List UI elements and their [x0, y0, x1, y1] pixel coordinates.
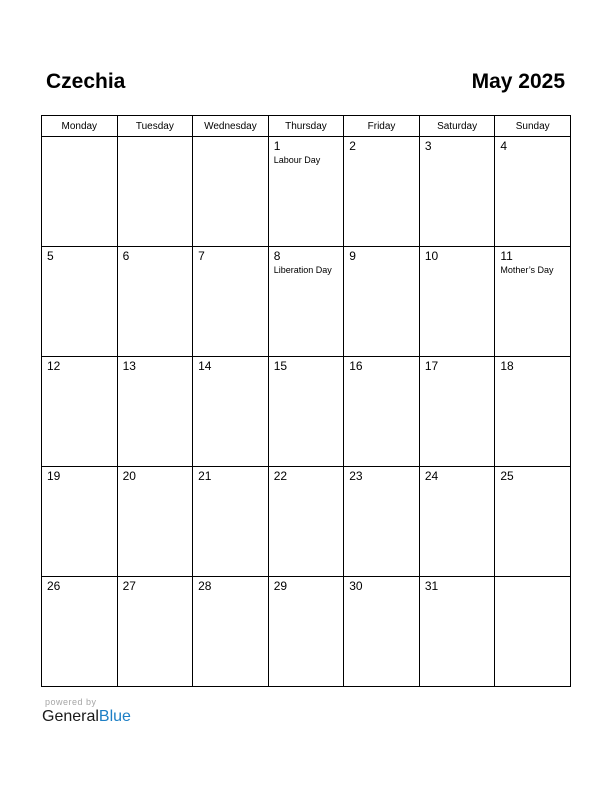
day-number: 16: [349, 359, 363, 373]
day-number: 6: [122, 249, 130, 263]
holiday-label: [344, 483, 419, 484]
holiday-label: [118, 593, 193, 594]
day-cell: [42, 137, 118, 247]
day-cell: [419, 247, 495, 357]
day-number: 25: [500, 469, 514, 483]
day-number: 9: [349, 249, 356, 263]
day-cell: [419, 137, 495, 247]
holiday-label: [193, 263, 268, 264]
day-cell: [344, 357, 420, 467]
day-cell: [419, 577, 495, 687]
holiday-label: [193, 593, 268, 594]
holiday-label: [42, 140, 117, 141]
weekday-header: Monday: [42, 116, 118, 137]
day-cell: [268, 467, 344, 577]
day-number: 30: [349, 579, 363, 593]
day-number: 22: [273, 469, 288, 483]
day-number: 10: [424, 249, 439, 263]
holiday-label: [495, 483, 570, 484]
day-cell: [344, 247, 420, 357]
day-number: 18: [500, 359, 514, 373]
weekday-header-row: [42, 116, 571, 137]
day-number: 1: [273, 139, 281, 153]
day-number: 4: [500, 139, 508, 153]
weekday-header: Friday: [344, 116, 420, 137]
powered-by-text: powered by: [45, 697, 97, 707]
day-cell: [495, 467, 571, 577]
weekday-header: Saturday: [419, 116, 495, 137]
day-number: 19: [47, 469, 61, 483]
day-cell: [344, 467, 420, 577]
calendar-grid: [41, 115, 571, 687]
holiday-label: [420, 593, 495, 594]
day-number: 23: [349, 469, 363, 483]
holiday-label: [495, 153, 570, 154]
weekday-header: Tuesday: [117, 116, 193, 137]
day-number: 3: [424, 139, 432, 153]
holiday-label: [42, 263, 117, 264]
holiday-label: [193, 140, 268, 141]
holiday-label: [420, 263, 495, 264]
holiday-label: Mother’s Day: [500, 265, 554, 275]
day-cell: [344, 577, 420, 687]
holiday-label: [118, 373, 193, 374]
weekday-header: Wednesday: [193, 116, 269, 137]
day-number: 7: [198, 249, 205, 263]
holiday-label: [495, 373, 570, 374]
day-cell: [117, 467, 193, 577]
week-row: [42, 577, 571, 687]
day-cell: [419, 357, 495, 467]
day-cell: [495, 247, 571, 357]
day-cell: [419, 467, 495, 577]
day-cell: [268, 137, 344, 247]
weekday-header: Thursday: [268, 116, 344, 137]
day-number: 17: [424, 359, 439, 373]
day-cell: [268, 357, 344, 467]
holiday-label: Liberation Day: [273, 265, 332, 275]
day-cell: [117, 247, 193, 357]
day-cell: [117, 357, 193, 467]
day-cell: [193, 467, 269, 577]
day-number: 5: [47, 249, 54, 263]
day-number: 12: [47, 359, 61, 373]
holiday-label: [118, 263, 193, 264]
day-cell: [495, 577, 571, 687]
day-number: 20: [122, 469, 136, 483]
month-year-title: May 2025: [471, 70, 565, 93]
holiday-label: [420, 483, 495, 484]
day-cell: [42, 247, 118, 357]
day-number: 11: [500, 249, 513, 263]
day-cell: [344, 137, 420, 247]
holiday-label: [344, 373, 419, 374]
holiday-label: [42, 373, 117, 374]
holiday-label: [344, 593, 419, 594]
holiday-label: [269, 373, 344, 374]
day-cell: [268, 577, 344, 687]
day-number: 15: [273, 359, 288, 373]
holiday-label: [420, 373, 495, 374]
holiday-label: [420, 153, 495, 154]
holiday-label: [42, 483, 117, 484]
holiday-label: [118, 140, 193, 141]
brand-general-text: General: [42, 708, 99, 725]
week-row: [42, 467, 571, 577]
day-number: 24: [424, 469, 439, 483]
day-number: 14: [198, 359, 212, 373]
day-number: 26: [47, 579, 61, 593]
day-cell: [495, 137, 571, 247]
day-cell: [193, 577, 269, 687]
day-cell: [193, 357, 269, 467]
holiday-label: [269, 593, 344, 594]
day-number: 31: [424, 579, 439, 593]
brand-blue-text: Blue: [98, 708, 131, 725]
day-number: 28: [198, 579, 212, 593]
day-cell: [117, 577, 193, 687]
holiday-label: [344, 153, 419, 154]
day-cell: [42, 577, 118, 687]
holiday-label: [269, 483, 344, 484]
day-number: 27: [122, 579, 136, 593]
day-number: 2: [349, 139, 356, 153]
day-cell: [193, 137, 269, 247]
generalblue-logo[interactable]: [42, 708, 131, 726]
holiday-label: [42, 593, 117, 594]
week-row: [42, 247, 571, 357]
week-row: [42, 357, 571, 467]
weekday-header: Sunday: [495, 116, 571, 137]
country-title: Czechia: [46, 70, 126, 93]
day-cell: [42, 357, 118, 467]
day-cell: [193, 247, 269, 357]
week-row: [42, 137, 571, 247]
holiday-label: [193, 483, 268, 484]
holiday-label: [495, 580, 570, 581]
holiday-label: [193, 373, 268, 374]
day-cell: [42, 467, 118, 577]
day-number: 21: [198, 469, 212, 483]
day-cell: [117, 137, 193, 247]
holiday-label: Labour Day: [273, 155, 321, 165]
day-cell: [495, 357, 571, 467]
day-number: 8: [273, 249, 281, 263]
holiday-label: [344, 263, 419, 264]
day-cell: [268, 247, 344, 357]
day-number: 13: [122, 359, 136, 373]
holiday-label: [118, 483, 193, 484]
day-number: 29: [273, 579, 288, 593]
